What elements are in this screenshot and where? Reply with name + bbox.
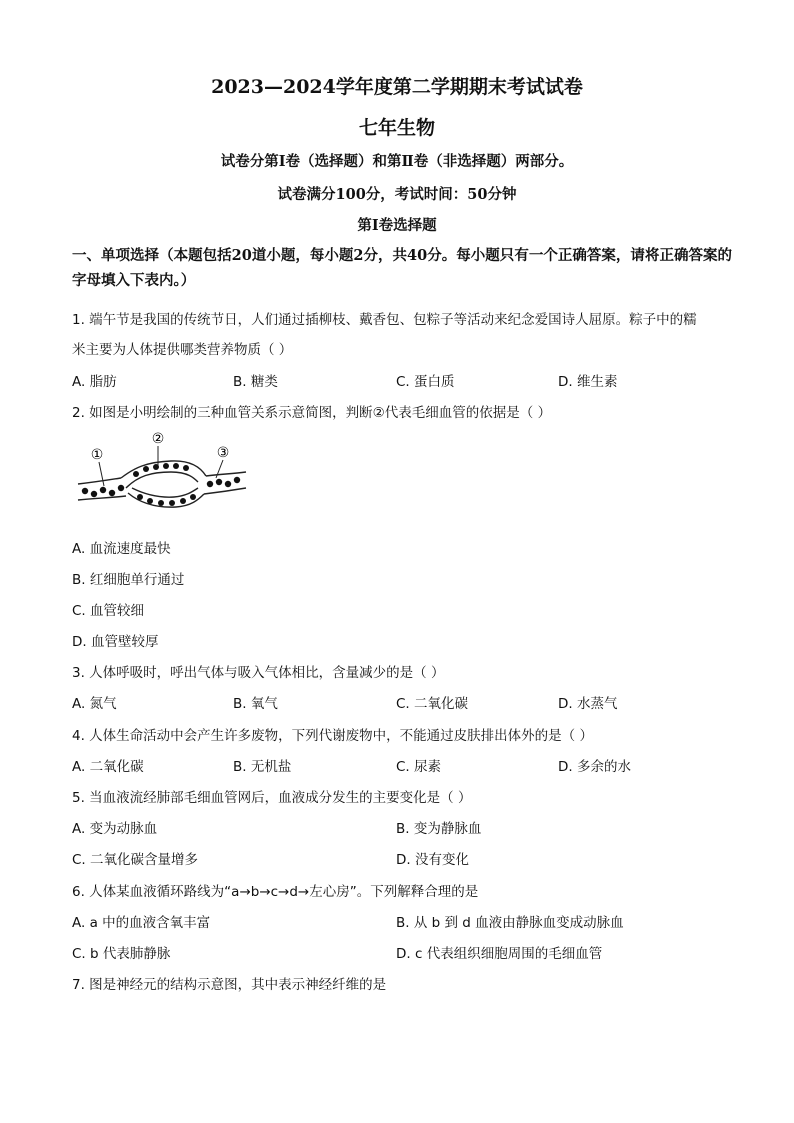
question-2-option-c[interactable]: C. 血管较细 [72,603,145,619]
label-1: ① [90,447,104,463]
question-1-option-b[interactable]: B. 糖类 [233,374,278,390]
question-3-option-a[interactable]: A. 氮气 [72,696,117,712]
question-3-option-d[interactable]: D. 水蒸气 [558,696,618,712]
exam-title: 2023—2024学年度第二学期期末考试试卷 [211,76,583,98]
question-1-option-a[interactable]: A. 脂肪 [72,374,117,390]
label-2: ② [151,431,165,447]
question-4-option-d[interactable]: D. 多余的水 [558,759,631,775]
question-5-option-a[interactable]: A. 变为动脉血 [72,821,158,837]
question-2-option-d[interactable]: D. 血管壁较厚 [72,634,159,650]
question-1-text-line-2: 米主要为人体提供哪类营养物质（ ） [72,342,293,358]
blood-vessel-diagram [76,428,248,510]
question-5-option-b[interactable]: B. 变为静脉血 [396,821,482,837]
question-5-text: 5. 当血液流经肺部毛细血管网后，血液成分发生的主要变化是（ ） [72,790,472,806]
question-1-option-c[interactable]: C. 蛋白质 [396,374,455,390]
question-5-option-c[interactable]: C. 二氧化碳含量增多 [72,852,199,868]
question-6-option-d[interactable]: D. c 代表组织细胞周围的毛细血管 [396,946,603,962]
question-3-option-b[interactable]: B. 氧气 [233,696,278,712]
question-4-option-a[interactable]: A. 二氧化碳 [72,759,144,775]
question-4-option-c[interactable]: C. 尿素 [396,759,442,775]
question-7-text: 7. 图是神经元的结构示意图，其中表示神经纤维的是 [72,977,387,993]
question-4-text: 4. 人体生命活动中会产生许多废物，下列代谢废物中，不能通过皮肤排出体外的是（ ） [72,728,593,744]
question-3-option-c[interactable]: C. 二氧化碳 [396,696,469,712]
red-blood-cells [82,463,240,506]
question-5-option-d[interactable]: D. 没有变化 [396,852,469,868]
section-instructions: 一、单项选择（本题包括20道小题，每小题2分，共40分。每小题只有一个正确答案，请将正确答案的字母填入下表内。） [72,247,732,289]
question-2-option-a[interactable]: A. 血流速度最快 [72,541,171,557]
blood-vessel-svg [76,428,248,510]
exam-note-score-time: 试卷满分100分，考试时间：50分钟 [277,186,517,203]
question-1-option-d[interactable]: D. 维生素 [558,374,618,390]
question-4-option-b[interactable]: B. 无机盐 [233,759,292,775]
exam-note-parts: 试卷分第Ⅰ卷（选择题）和第Ⅱ卷（非选择题）两部分。 [220,153,574,170]
question-1-text-line-1: 1. 端午节是我国的传统节日，人们通过插柳枝、戴香包、包粽子等活动来纪念爱国诗人屈原。粽子中的糯 [72,312,697,328]
question-3-text: 3. 人体呼吸时，呼出气体与吸入气体相比，含量减少的是（ ） [72,665,445,681]
question-6-option-a[interactable]: A. a 中的血液含氧丰富 [72,915,211,931]
label-3: ③ [216,445,230,461]
subject-title: 七年生物 [358,117,435,139]
question-6-text: 6. 人体某血液循环路线为“a→b→c→d→左心房”。下列解释合理的是 [72,884,479,900]
question-6-option-b[interactable]: B. 从 b 到 d 血液由静脉血变成动脉血 [396,915,624,931]
part-heading: 第Ⅰ卷选择题 [357,217,437,234]
question-2-option-b[interactable]: B. 红细胞单行通过 [72,572,185,588]
question-6-option-c[interactable]: C. b 代表肺静脉 [72,946,171,962]
question-2-text: 2. 如图是小明绘制的三种血管关系示意简图，判断②代表毛细血管的依据是（ ） [72,405,552,421]
